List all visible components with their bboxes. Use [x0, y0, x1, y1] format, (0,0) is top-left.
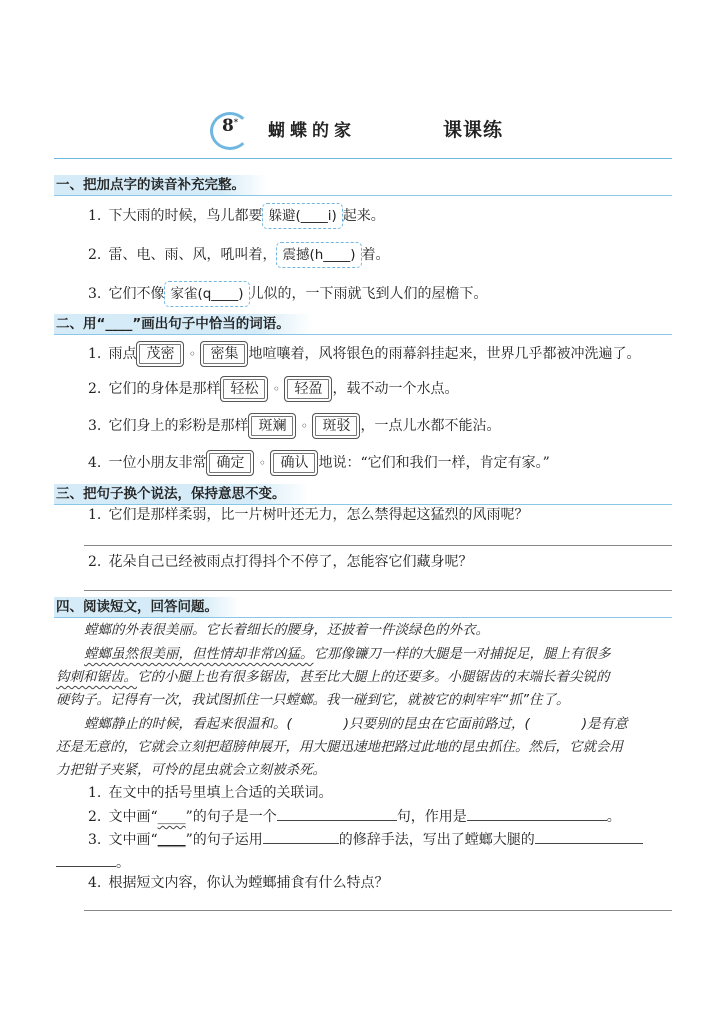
s4-q3-blank-2[interactable] — [535, 829, 643, 844]
s2-item-1-option-b[interactable]: 密集 — [200, 341, 248, 367]
s4-question-3: 3. 文中画“____”的句子运用 的修辞手法，写出了螳螂大腿的 — [88, 829, 643, 850]
s2-item-2: 2. 它们的身体是那样 轻松 ◦ 轻盈 ，载不动一个水点。 — [88, 376, 458, 402]
lesson-title: 蝴蝶的家 — [268, 121, 356, 141]
s2-item-3: 3. 它们身上的彩粉是那样 斑斓 ◦ 斑驳 ，一点儿水都不能沾。 — [88, 413, 500, 439]
s4-q3-blank-1[interactable] — [263, 829, 339, 844]
s4-q3-blank-3[interactable] — [56, 852, 116, 867]
passage-paragraph-2-line-3: 硬钩子。记得有一次，我试图抓住一只螳螂。我一碰到它，就被它的刺牢牢“抓”住了。 — [56, 692, 570, 708]
s1-item-3-answer-box[interactable]: 家雀(q____) — [164, 281, 249, 307]
wavy-underlined-phrase: 钩刺和锯齿。 — [56, 669, 137, 685]
passage-paragraph-3-line-2: 还是无意的，它就会立刻把超膀伸展开，用大腿迅速地把路过此地的昆虫抓住。然后，它就会用 — [56, 739, 623, 755]
s2-item-4: 4. 一位小朋友非常 确定 ◦ 确认 地说：“它们和我们一样，肯定有家。” — [88, 450, 550, 476]
s4-question-3-cont: 。 — [56, 852, 130, 873]
s2-item-4-choices — [206, 450, 318, 476]
passage-paragraph-2-line-2: 钩刺和锯齿。它的小腿上也有很多锯齿，甚至比大腿上的还要多。小腿锯齿的末端长着尖锐的 — [56, 669, 610, 685]
link-icon: ◦ — [188, 347, 196, 361]
passage-paragraph-1: 螳螂的外表很美丽。它长着细长的腰身，还披着一件淡绿色的外衣。 — [84, 622, 489, 638]
link-icon: ◦ — [300, 419, 308, 433]
s2-item-2-choices — [220, 376, 332, 402]
s3-item-1-answer-line[interactable] — [84, 545, 672, 546]
s4-q2-blank-2[interactable] — [467, 806, 607, 821]
s2-item-1: 1. 雨点 茂密 ◦ 密集 地喧嚷着，风将银色的雨幕斜挂起来，世界几乎都被冲洗遍了。 — [88, 341, 640, 367]
passage-paragraph-3-line-3: 力把钳子夹紧，可怜的昆虫就会立刻被杀死。 — [56, 762, 326, 778]
s4-q2-blank-1[interactable] — [277, 806, 397, 821]
passage-paragraph-2-line-1: 螳螂虽然很美丽，但性情却非常凶猛。它那像镰刀一样的大腿是一对捕捉足，腿上有很多 — [84, 646, 611, 662]
s1-item-3: 3. 它们不像 家雀(q____) 儿似的，一下雨就飞到人们的屋檐下。 — [88, 281, 488, 307]
s3-item-2-answer-line[interactable] — [84, 590, 672, 591]
s2-item-3-option-a[interactable]: 斑斓 — [248, 413, 296, 439]
header-divider — [54, 158, 672, 159]
s3-item-1: 1. 它们是那样柔弱，比一片树叶还无力，怎么禁得起这猛烈的风雨呢？ — [88, 507, 529, 523]
s2-item-2-option-a[interactable]: 轻松 — [220, 376, 268, 402]
link-icon: ◦ — [272, 382, 280, 396]
s1-item-1-answer-box[interactable]: 躲避(____i) — [262, 203, 342, 229]
s1-item-1: 1. 下大雨的时候，鸟儿都要 躲避(____i) 起来。 — [88, 203, 385, 229]
s2-item-3-choices — [248, 413, 360, 439]
s2-item-4-option-a[interactable]: 确定 — [206, 450, 254, 476]
lesson-tag: 课课练 — [443, 119, 504, 141]
s2-item-2-option-b[interactable]: 轻盈 — [284, 376, 332, 402]
s2-item-3-option-b[interactable]: 斑驳 — [312, 413, 360, 439]
s4-question-4: 4. 根据短文内容，你认为螳螂捕食有什么特点？ — [88, 875, 389, 891]
s4-question-4-answer-line[interactable] — [84, 910, 672, 911]
s2-item-1-option-a[interactable]: 茂密 — [136, 341, 184, 367]
s2-item-4-option-b[interactable]: 确认 — [270, 450, 318, 476]
lesson-number: 8* — [222, 116, 239, 136]
section4-title: 四、阅读短文，回答问题。 — [54, 597, 240, 617]
s4-question-2: 2. 文中画“____”的句子是一个 句，作用是 。 — [88, 806, 621, 827]
section4-rule — [54, 617, 672, 618]
s1-item-2: 2. 雷、电、雨、风，吼叫着， 震撼(h____) 着。 — [88, 242, 390, 268]
wavy-underlined-sentence: 螳螂虽然很美丽，但性情却非常凶猛。 — [84, 646, 314, 662]
section2-title: 二、用“____”画出句子中恰当的词语。 — [54, 314, 312, 334]
section3-title: 三、把句子换个说法，保持意思不变。 — [54, 484, 308, 504]
s3-item-2: 2. 花朵自己已经被雨点打得抖个不停了，怎能容它们藏身呢？ — [88, 554, 473, 570]
section2-rule — [54, 334, 672, 335]
link-icon: ◦ — [258, 456, 266, 470]
section1-title: 一、把加点字的读音补充完整。 — [54, 175, 267, 195]
section1-rule — [54, 195, 672, 196]
s1-item-2-answer-box[interactable]: 震撼(h____) — [276, 242, 361, 268]
s2-item-1-choices — [136, 341, 248, 367]
passage-paragraph-3-line-1: 螳螂静止的时候，看起来很温和。( )只要别的昆虫在它面前路过，( )是有意 — [84, 716, 628, 732]
s4-question-1: 1. 在文中的括号里填上合适的关联词。 — [88, 785, 333, 801]
